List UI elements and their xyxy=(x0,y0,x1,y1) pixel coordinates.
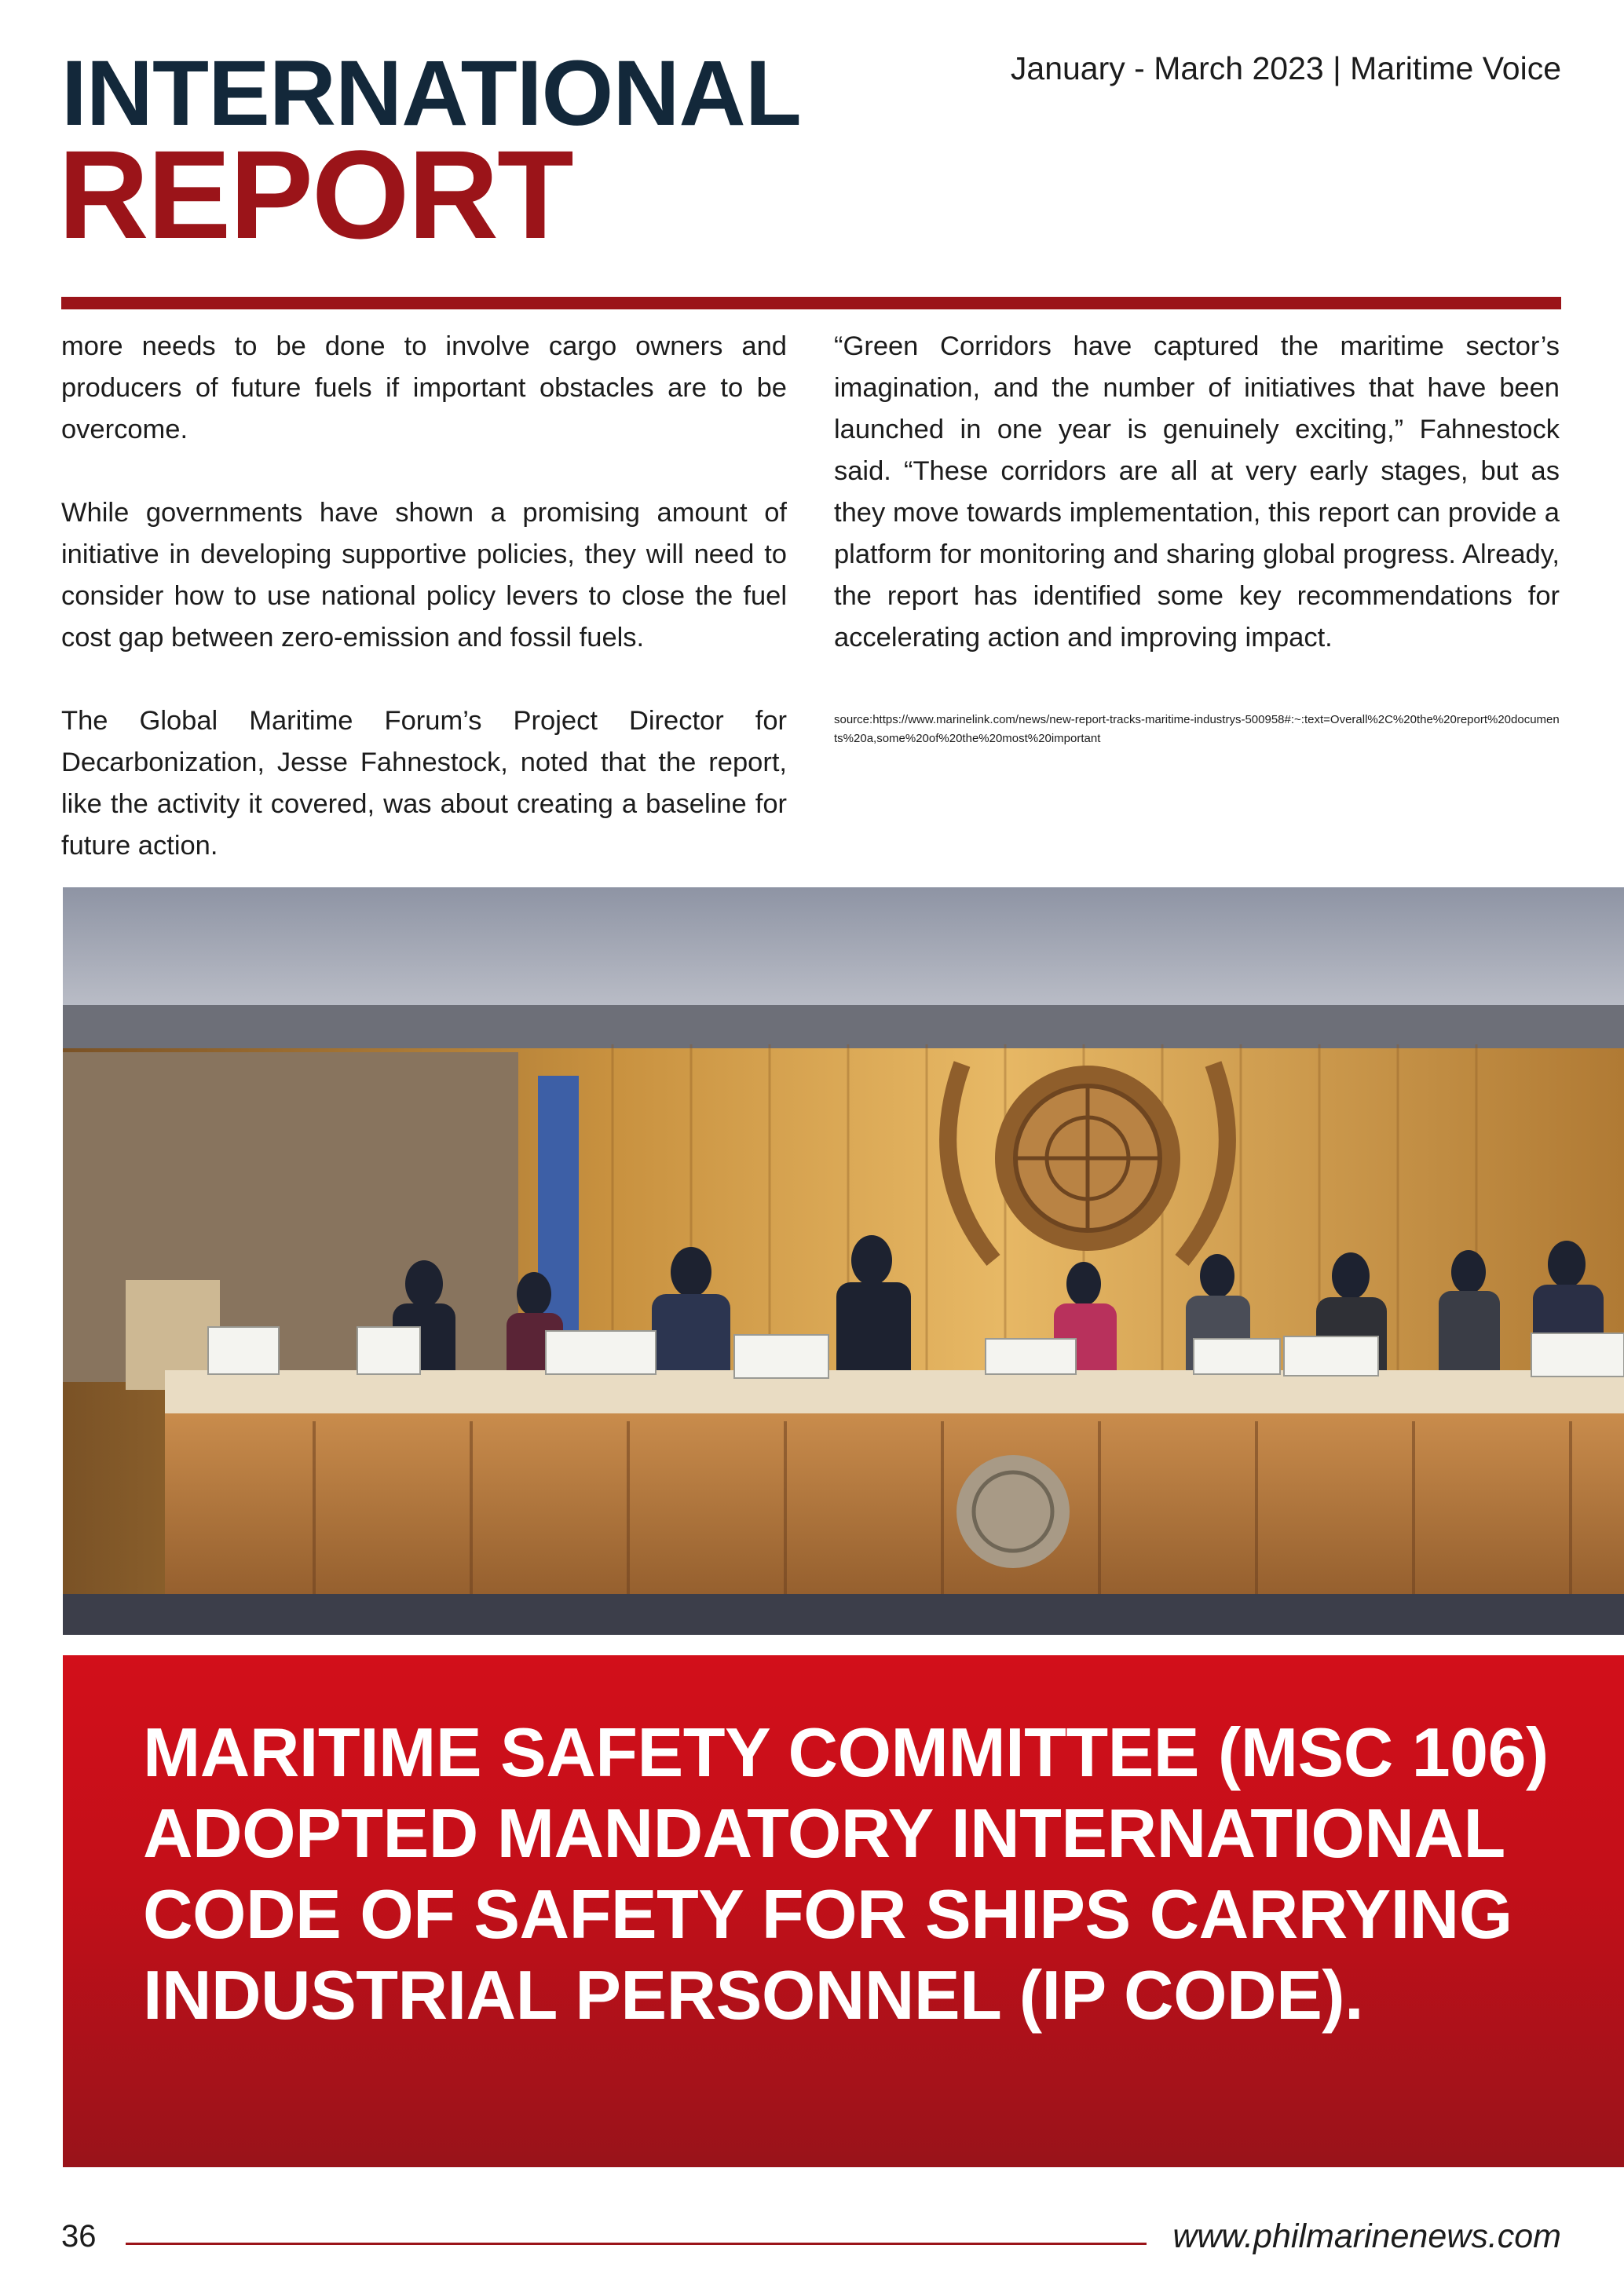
left-column xyxy=(61,326,787,867)
right-paragraph-1: “Green Corridors have captured the maritime sector’s imagination, and the number of initiatives that have been launched in one year is genuinely exciting,” Fahnestock said. “These corridors are all at very early stages, but as they move towards implementation, this report can provide a platform for monitoring and sharing global progress. Already, the report has identified some key recommendations for accelerating action and improving impact. xyxy=(834,331,1560,653)
source-link[interactable]: source:https://www.marinelink.com/news/new-report-tracks-maritime-industrys-500958#:~:text=Overall%2C%20the%20report%20documents%20a,some%20of%20the%20most%20important xyxy=(834,713,1560,745)
footer-divider xyxy=(126,2243,1147,2245)
left-paragraph-1: more needs to be done to involve cargo owners and producers of future fuels if important obstacles are to be overcome. xyxy=(61,331,787,444)
left-paragraph-3: The Global Maritime Forum’s Project Director for Decarbonization, Jesse Fahnestock, noted that the report, like the activity it covered, was about creating a baseline for future action. xyxy=(61,706,787,861)
committee-photo xyxy=(63,887,1624,1635)
left-paragraph-2: While governments have shown a promising amount of initiative in developing supportive policies, they will need to consider how to use national policy levers to close the fuel cost gap between zero-emission and fossil fuels. xyxy=(61,498,787,653)
header-divider xyxy=(61,297,1561,309)
right-column xyxy=(834,326,1560,748)
issue-info: January - March 2023 | Maritime Voice xyxy=(1010,50,1561,86)
section-title-line1: INTERNATIONAL xyxy=(61,42,801,145)
section-title-line2: REPORT xyxy=(58,124,572,265)
website-link[interactable]: www.philmarinenews.com xyxy=(1172,2217,1561,2255)
banner-headline: MARITIME SAFETY COMMITTEE (MSC 106) ADOPTED MANDATORY INTERNATIONAL CODE OF SAFETY FOR SHIPS CARRYING INDUSTRIAL PERSONNEL (IP CODE). xyxy=(143,1713,1549,2034)
page-number: 36 xyxy=(61,2219,97,2254)
headline-banner xyxy=(63,1655,1624,2167)
